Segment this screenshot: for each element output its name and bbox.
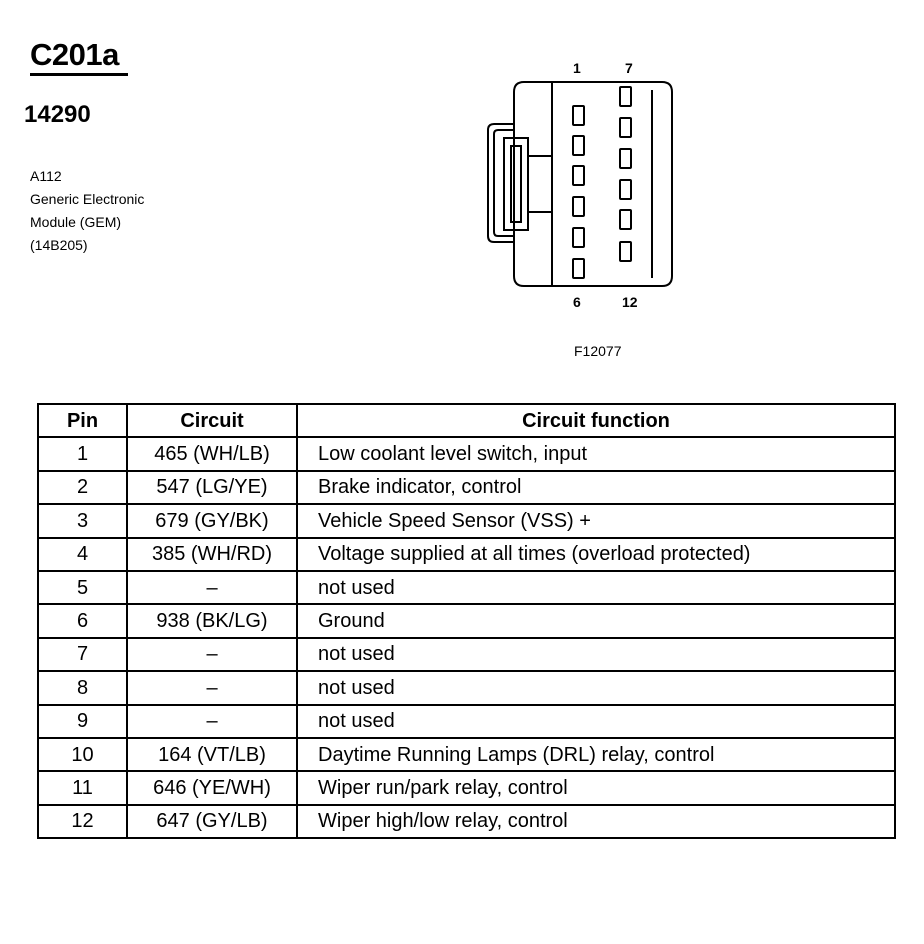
module-line: Generic Electronic [30, 191, 145, 207]
pin-cell: 6 [38, 604, 127, 637]
pin-label-bottom-right: 12 [622, 294, 638, 310]
latch-window [511, 146, 521, 222]
table-row [38, 671, 895, 704]
pin-cavity [573, 166, 584, 185]
latch [504, 138, 528, 230]
function-cell: not used [297, 571, 895, 604]
pin-cell: 9 [38, 705, 127, 738]
pin-cavity [620, 210, 631, 229]
table-row [38, 504, 895, 537]
function-cell: Daytime Running Lamps (DRL) relay, control [297, 738, 895, 771]
function-cell: Vehicle Speed Sensor (VSS) + [297, 504, 895, 537]
function-cell: Low coolant level switch, input [297, 437, 895, 470]
header-circuit: Circuit [127, 404, 297, 437]
table-header-row [38, 404, 895, 437]
circuit-cell: – [127, 705, 297, 738]
circuit-cell: 938 (BK/LG) [127, 604, 297, 637]
table-row [38, 705, 895, 738]
pin-cavity [573, 106, 584, 125]
circuit-cell: 385 (WH/RD) [127, 538, 297, 571]
pin-cell: 11 [38, 771, 127, 804]
pin-cell: 5 [38, 571, 127, 604]
function-cell: Ground [297, 604, 895, 637]
table-row [38, 638, 895, 671]
pin-cell: 12 [38, 805, 127, 838]
function-cell: Voltage supplied at all times (overload protected) [297, 538, 895, 571]
connector-id-underline [30, 73, 128, 76]
pin-cavity [573, 259, 584, 278]
connector-body [514, 82, 672, 286]
circuit-cell: – [127, 671, 297, 704]
figure-id: F12077 [574, 343, 622, 359]
header-pin: Pin [38, 404, 127, 437]
module-description [30, 165, 144, 257]
table-row [38, 604, 895, 637]
pin-cavities [573, 87, 631, 278]
pin-cell: 3 [38, 504, 127, 537]
table-row [38, 571, 895, 604]
pin-cell: 8 [38, 671, 127, 704]
module-line: Module (GEM) [30, 214, 122, 230]
connector-id: C201a [30, 37, 119, 72]
function-cell: Brake indicator, control [297, 471, 895, 504]
table-row [38, 771, 895, 804]
header-function: Circuit function [297, 404, 895, 437]
circuit-cell: 164 (VT/LB) [127, 738, 297, 771]
circuit-cell: 647 (GY/LB) [127, 805, 297, 838]
pin-cell: 10 [38, 738, 127, 771]
function-cell: Wiper run/park relay, control [297, 771, 895, 804]
pin-cavity [620, 149, 631, 168]
circuit-cell: 646 (YE/WH) [127, 771, 297, 804]
pin-cavity [620, 118, 631, 137]
table-row [38, 471, 895, 504]
pin-cell: 1 [38, 437, 127, 470]
pin-cell: 2 [38, 471, 127, 504]
part-number: 14290 [24, 101, 91, 128]
pin-cavity [620, 87, 631, 106]
pin-cavity [620, 180, 631, 199]
table-row [38, 805, 895, 838]
module-line: A112 [30, 168, 62, 184]
function-cell: not used [297, 638, 895, 671]
pin-cavity [573, 136, 584, 155]
circuit-cell: – [127, 638, 297, 671]
pinout-table [37, 403, 896, 839]
module-line: (14B205) [30, 237, 88, 253]
function-cell: Wiper high/low relay, control [297, 805, 895, 838]
circuit-cell: – [127, 571, 297, 604]
pin-label-top-right: 7 [625, 60, 633, 76]
circuit-cell: 679 (GY/BK) [127, 504, 297, 537]
table-row [38, 738, 895, 771]
pin-cavity [573, 197, 584, 216]
pin-label-top-left: 1 [573, 60, 581, 76]
function-cell: not used [297, 705, 895, 738]
function-cell: not used [297, 671, 895, 704]
connector-face-diagram [480, 76, 680, 292]
pin-cell: 4 [38, 538, 127, 571]
table-row [38, 538, 895, 571]
pin-cavity [620, 242, 631, 261]
pin-cell: 7 [38, 638, 127, 671]
circuit-cell: 547 (LG/YE) [127, 471, 297, 504]
pin-label-bottom-left: 6 [573, 294, 581, 310]
circuit-cell: 465 (WH/LB) [127, 437, 297, 470]
pin-cavity [573, 228, 584, 247]
table-row [38, 437, 895, 470]
